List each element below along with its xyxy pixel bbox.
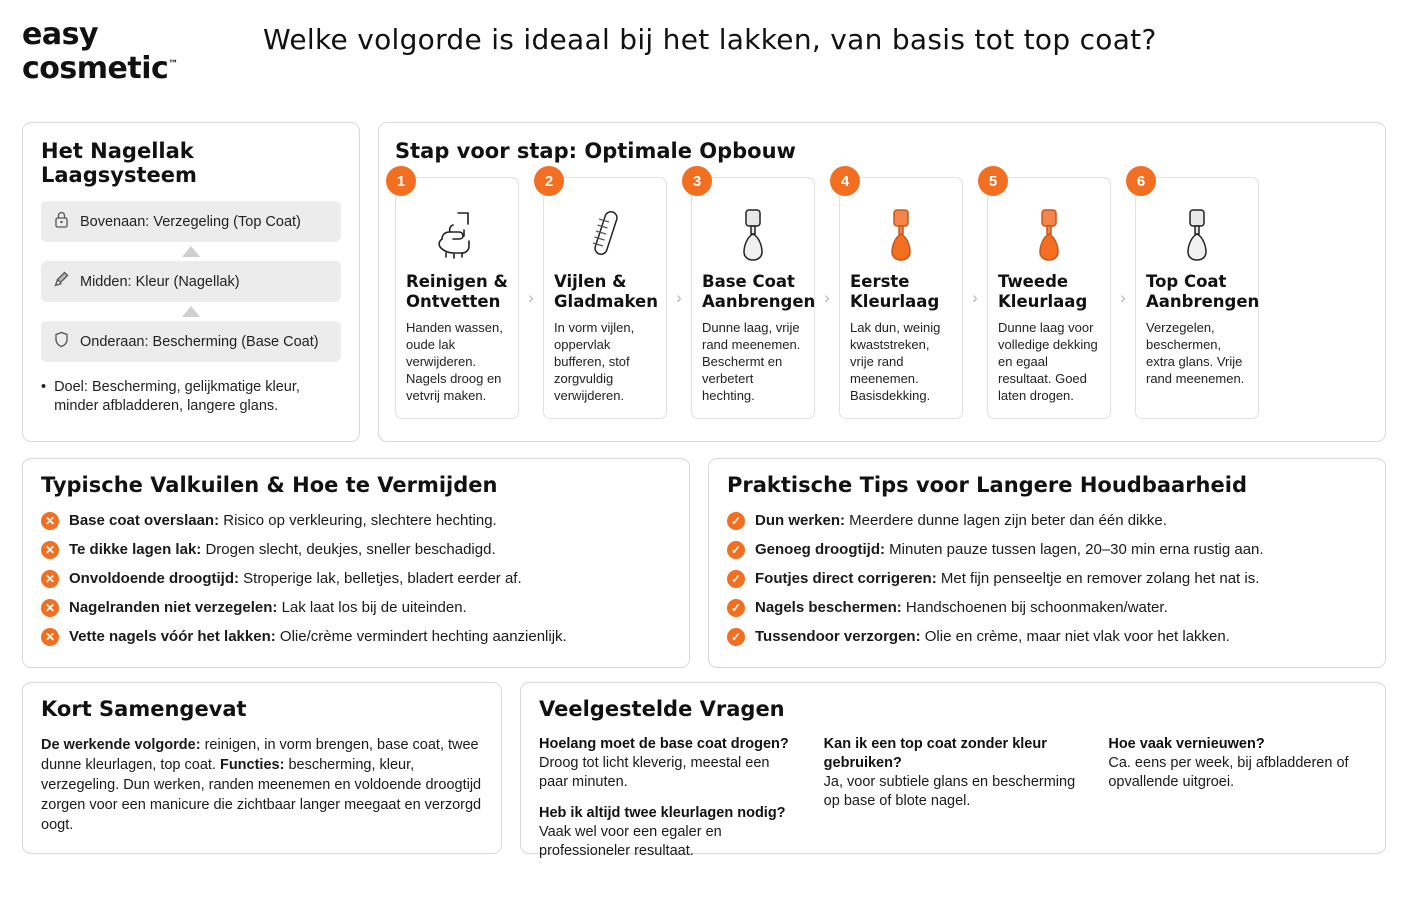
layer-item-base-coat-label: Onderaan: Bescherming (Base Coat)	[80, 333, 319, 350]
step-desc-2: In vorm vijlen, oppervlak bufferen, stof zorgvuldig verwijderen.	[554, 320, 635, 403]
tip-lead: Nagels beschermen:	[755, 599, 902, 616]
summary-text	[41, 735, 483, 835]
step-name-1: Reinigen & Ontvetten	[406, 272, 508, 311]
cross-icon: ✕	[41, 512, 59, 530]
row-layers-and-steps	[22, 122, 1386, 442]
nail-file-icon	[554, 204, 656, 266]
lock-icon	[53, 210, 70, 233]
pitfall-text: Risico op verkleuring, slechtere hechting.	[219, 512, 497, 529]
arrow-up-icon-2	[182, 306, 200, 317]
brush-icon	[53, 270, 70, 293]
step-card-1	[395, 172, 519, 419]
check-icon: ✓	[727, 570, 745, 588]
chevron-right-icon-1: ›	[528, 288, 534, 307]
pitfall-lead: Base coat overslaan:	[69, 512, 220, 529]
shield-icon	[53, 330, 70, 353]
list-item	[727, 569, 1367, 589]
step-desc-1: Handen wassen, oude lak verwijderen. Nagels droog en vetvrij maken.	[406, 320, 503, 403]
summary-lead-1: De werkende volgorde:	[41, 737, 201, 753]
layer-system-card	[22, 122, 360, 442]
faq-title: Veelgestelde Vragen	[539, 697, 785, 721]
list-item	[41, 569, 671, 589]
polish-brush-clear-icon	[702, 204, 804, 266]
header	[22, 14, 1386, 122]
pitfall-text: Lak laat los bij de uiteinden.	[277, 599, 467, 616]
step-name-4: Eerste Kleurlaag	[850, 272, 940, 311]
faq-column-1	[539, 735, 798, 873]
step-name-6: Top Coat Aanbrengen	[1146, 272, 1260, 311]
step-card-5	[987, 172, 1111, 419]
steps-card	[378, 122, 1386, 442]
tip-text: Olie en crème, maar niet vlak voor het lakken.	[920, 628, 1230, 645]
faq-answer: Vaak wel voor een egaler en professioneler resultaat.	[539, 824, 722, 859]
faq-question: Hoe vaak vernieuwen?	[1108, 736, 1265, 752]
list-item	[727, 627, 1367, 647]
layer-item-base-coat	[41, 321, 341, 362]
tip-lead: Genoeg droogtijd:	[755, 541, 885, 558]
faq-column-3	[1108, 735, 1367, 873]
step-desc-3: Dunne laag, vrije rand meenemen. Beschermt en verbetert hechting.	[702, 320, 801, 403]
step-number-badge-1: 1	[386, 166, 416, 196]
check-icon: ✓	[727, 599, 745, 617]
step-card-3	[691, 172, 816, 419]
step-desc-5: Dunne laag voor volledige dekking en egaal resultaat. Goed laten drogen.	[998, 320, 1098, 403]
check-icon: ✓	[727, 512, 745, 530]
brand-logo	[22, 14, 237, 84]
polish-brush-orange-icon	[998, 204, 1100, 266]
cross-icon: ✕	[41, 628, 59, 646]
tip-text: Handschoenen bij schoonmaken/water.	[901, 599, 1168, 616]
row-summary-and-faq	[22, 682, 1386, 859]
tip-text: Meerdere dunne lagen zijn beter dan één dikke.	[845, 512, 1167, 529]
tips-title: Praktische Tips voor Langere Houdbaarheid	[727, 473, 1247, 497]
cross-icon: ✕	[41, 570, 59, 588]
chevron-right-icon-2: ›	[676, 288, 682, 307]
faq-question: Heb ik altijd twee kleurlagen nodig?	[539, 805, 786, 821]
layer-item-top-coat-label: Bovenaan: Verzegeling (Top Coat)	[80, 213, 301, 230]
tip-lead: Tussendoor verzorgen:	[755, 628, 921, 645]
faq-question: Hoelang moet de base coat drogen?	[539, 736, 789, 752]
tips-card	[708, 458, 1386, 668]
list-item	[41, 511, 671, 531]
step-desc-4: Lak dun, weinig kwaststreken, vrije rand meenemen. Basisdekking.	[850, 320, 941, 403]
step-name-2: Vijlen & Gladmaken	[554, 272, 658, 311]
summary-card	[22, 682, 502, 854]
pitfall-text: Stroperige lak, belletjes, bladert eerder af.	[238, 570, 522, 587]
brand-trademark: ™	[168, 59, 179, 70]
tip-text: Minuten pauze tussen lagen, 20–30 min erna rustig aan.	[884, 541, 1264, 558]
cross-icon: ✕	[41, 599, 59, 617]
faq-answer: Ja, voor subtiele glans en bescherming op base of blote nagel.	[823, 774, 1076, 809]
step-name-5: Tweede Kleurlaag	[998, 272, 1088, 311]
faq-column-2	[824, 735, 1083, 873]
list-item	[727, 511, 1367, 531]
faq-answer: Ca. eens per week, bij afbladderen of opvallende uitgroei.	[1108, 755, 1349, 790]
summary-lead-2: Functies:	[219, 757, 285, 773]
step-number-badge-6: 6	[1126, 166, 1156, 196]
bullet-icon: •	[41, 379, 47, 395]
pitfalls-card	[22, 458, 690, 668]
row-pitfalls-and-tips	[22, 458, 1386, 668]
step-card-2	[543, 172, 667, 419]
pitfall-text: Drogen slecht, deukjes, sneller beschadigd.	[201, 541, 496, 558]
summary-title: Kort Samengevat	[41, 697, 247, 721]
layer-item-color-label: Midden: Kleur (Nagellak)	[80, 273, 240, 290]
layer-system-note	[41, 378, 341, 416]
layer-system-note-text: Doel: Bescherming, gelijkmatige kleur, minder afbladderen, langere glans.	[54, 379, 300, 414]
check-icon: ✓	[727, 541, 745, 559]
tip-lead: Dun werken:	[755, 512, 846, 529]
polish-brush-orange-icon	[850, 204, 952, 266]
chevron-right-icon-4: ›	[972, 288, 978, 307]
polish-brush-clear-icon	[1146, 204, 1248, 266]
pitfalls-title: Typische Valkuilen & Hoe te Vermijden	[41, 473, 498, 497]
faq-answer: Droog tot licht kleverig, meestal een paar minuten.	[539, 755, 770, 790]
layer-system-title: Het Nagellak Laagsysteem	[41, 139, 197, 187]
summary-body-2: bescherming, kleur, verzegeling. Dun werken, randen meenemen en voldoende droogtijd zorgen voor een manicure die zichtbaar langer meegaat en verzorgd oogt.	[41, 757, 482, 833]
page-title: Welke volgorde is ideaal bij het lakken, van basis tot top coat?	[263, 23, 1157, 56]
brand-logo-line1: easy	[22, 17, 99, 52]
list-item	[727, 540, 1367, 560]
step-number-badge-3: 3	[682, 166, 712, 196]
pitfall-lead: Te dikke lagen lak:	[69, 541, 202, 558]
pitfall-text: Olie/crème vermindert hechting aanzienlijk.	[275, 628, 567, 645]
steps-title: Stap voor stap: Optimale Opbouw	[395, 139, 796, 163]
step-desc-6: Verzegelen, beschermen, extra glans. Vrije rand meenemen.	[1146, 320, 1245, 386]
check-icon: ✓	[727, 628, 745, 646]
pitfall-lead: Vette nagels vóór het lakken:	[69, 628, 276, 645]
step-name-3: Base Coat Aanbrengen	[702, 272, 816, 311]
step-number-badge-5: 5	[978, 166, 1008, 196]
faq-card	[520, 682, 1386, 859]
steps-strip	[395, 172, 1369, 419]
layer-item-color	[41, 261, 341, 302]
tip-text: Met fijn penseeltje en remover zolang het nat is.	[936, 570, 1260, 587]
layer-item-top-coat	[41, 201, 341, 242]
summary-body-1: reinigen, in vorm brengen, base coat, twee dunne kleurlagen, top coat.	[41, 737, 479, 773]
faq-columns	[539, 735, 1367, 873]
step-number-badge-2: 2	[534, 166, 564, 196]
tip-lead: Foutjes direct corrigeren:	[755, 570, 937, 587]
step-card-4	[839, 172, 963, 419]
brand-logo-line2: cosmetic	[22, 51, 169, 86]
cross-icon: ✕	[41, 541, 59, 559]
list-item	[41, 598, 671, 618]
washing-hands-icon	[406, 204, 508, 266]
chevron-right-icon-3: ›	[824, 288, 830, 307]
arrow-up-icon-1	[182, 246, 200, 257]
chevron-right-icon-5: ›	[1120, 288, 1126, 307]
list-item	[727, 598, 1367, 618]
faq-question: Kan ik een top coat zonder kleur gebruiken?	[823, 736, 1047, 771]
list-item	[41, 627, 671, 647]
pitfall-lead: Nagelranden niet verzegelen:	[69, 599, 278, 616]
pitfall-lead: Onvoldoende droogtijd:	[69, 570, 239, 587]
step-number-badge-4: 4	[830, 166, 860, 196]
step-card-6	[1135, 172, 1260, 419]
list-item	[41, 540, 671, 560]
